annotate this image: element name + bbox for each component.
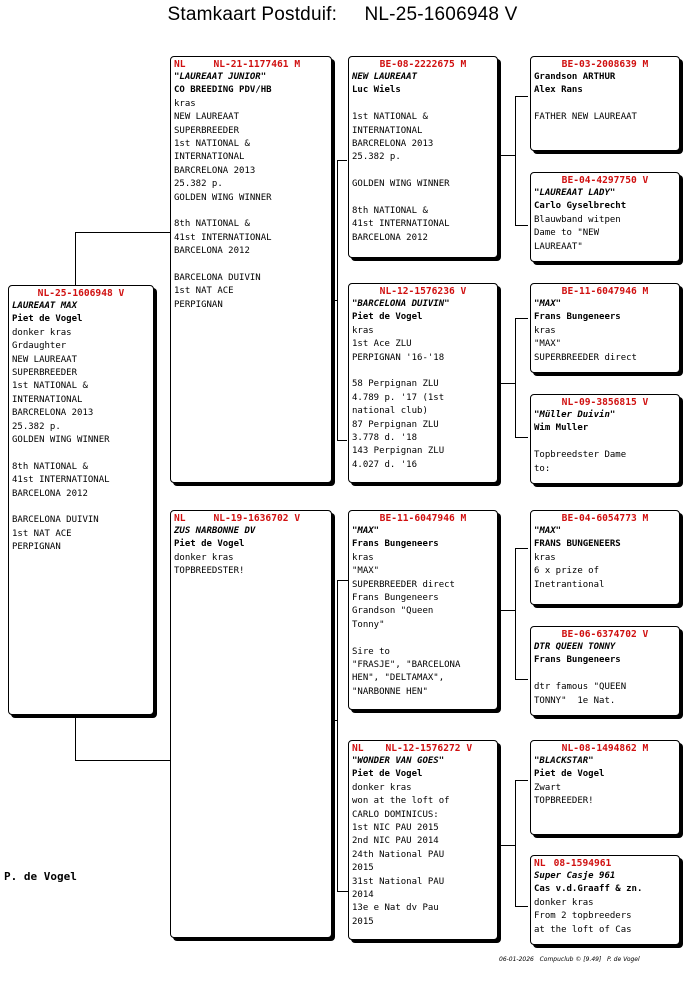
pigeon-owner: Wim Muller	[534, 423, 589, 434]
pigeon-details	[534, 897, 676, 937]
pigeon-owner: FRANS BUNGENEERS	[534, 539, 621, 550]
pigeon-details	[534, 325, 676, 365]
detail-line: "MAX"	[352, 566, 380, 577]
footer-meta: 06-01-2026 Compuclub © [9.49] P. de Vogel	[499, 956, 640, 963]
ring-number: BE-11-6047946 M	[379, 513, 467, 524]
detail-line: HEN", "DELTAMAX",	[352, 673, 445, 684]
detail-line: Zwart	[534, 782, 562, 793]
ring-number: 08-1594961	[553, 858, 612, 869]
connector-sd-parents	[515, 318, 528, 438]
pigeon-owner: Cas v.d.Graaff & zn.	[534, 884, 643, 895]
connector-sire-parents-top	[337, 160, 347, 161]
detail-line: BARCELONA 2012	[174, 246, 250, 257]
detail-line: Sire to	[352, 646, 390, 657]
detail-line: kras	[352, 552, 374, 563]
pigeon-owner: Piet de Vogel	[12, 314, 83, 325]
ring-number: NL-12-1576272 V	[385, 743, 473, 754]
pigeon-owner: Frans Bungeneers	[534, 312, 621, 323]
ring-prefix: NL	[534, 858, 546, 869]
connector-sire-mid	[332, 300, 337, 301]
pigeon-name: DTR QUEEN TONNY	[534, 642, 616, 652]
detail-line: INTERNATIONAL	[352, 125, 423, 136]
pigeon-name: "MAX"	[534, 526, 562, 536]
pigeon-name: "LAUREAAT JUNIOR"	[174, 72, 267, 82]
detail-line: Grdaughter	[12, 341, 67, 352]
detail-line	[352, 192, 494, 205]
connector-dam-parents	[337, 580, 348, 892]
detail-line	[534, 98, 676, 111]
detail-line: SUPERBREEDER direct	[352, 579, 455, 590]
detail-line: Grandson "Queen	[352, 606, 434, 617]
pigeon-card-sire-sire[interactable]	[348, 56, 498, 258]
ring-number: BE-11-6047946 M	[561, 286, 649, 297]
pigeon-owner: Piet de Vogel	[352, 312, 423, 323]
detail-line: 6 x prize of	[534, 566, 600, 577]
detail-line: 4.027 d. '16	[352, 459, 418, 470]
detail-line	[352, 365, 494, 378]
detail-line: Inetrantional	[534, 579, 605, 590]
detail-line: BARCRELONA 2013	[12, 408, 94, 419]
detail-line	[352, 165, 494, 178]
pigeon-card-ddd[interactable]	[530, 855, 680, 945]
pigeon-details	[352, 782, 494, 929]
detail-line: PERPIGNAN	[174, 299, 223, 310]
pigeon-details	[534, 84, 676, 124]
detail-line: Topbreedster Dame	[534, 450, 627, 461]
detail-line: Tonny"	[352, 619, 385, 630]
pigeon-name: "LAUREAAT LADY"	[534, 188, 616, 198]
detail-line: FATHER NEW LAUREAAT	[534, 112, 637, 123]
detail-line: NEW LAUREAAT	[174, 112, 240, 123]
detail-line: 13e e Nat dv Pau	[352, 903, 439, 914]
pigeon-details	[534, 436, 676, 476]
detail-line: 58 Perpignan ZLU	[352, 379, 439, 390]
detail-line: kras	[174, 98, 196, 109]
detail-line: kras	[534, 325, 556, 336]
detail-line: BARCELONA 2012	[352, 232, 428, 243]
detail-line: 1st NAT ACE	[174, 286, 234, 297]
pigeon-owner: Grandson ARTHUR	[534, 72, 616, 82]
detail-line: GOLDEN WING WINNER	[352, 179, 450, 190]
detail-line: 41st INTERNATIONAL	[352, 219, 450, 230]
detail-line: LAUREAAT"	[534, 241, 583, 252]
pigeon-details	[534, 668, 676, 708]
detail-line: 8th NATIONAL &	[12, 461, 88, 472]
detail-line: TOPBREEDER!	[534, 796, 594, 807]
ring-number: NL-25-1606948 V	[37, 288, 125, 299]
connector-dd-mid	[500, 845, 515, 846]
detail-line: to:	[534, 463, 551, 474]
detail-line: kras	[352, 325, 374, 336]
detail-line	[174, 259, 328, 272]
detail-line: 31st National PAU	[352, 876, 445, 887]
detail-line: won at the loft of	[352, 796, 450, 807]
detail-line	[174, 205, 328, 218]
pigeon-card-dsd[interactable]	[530, 626, 680, 716]
pigeon-card-sds[interactable]	[530, 283, 680, 373]
connector-ss-mid	[500, 155, 515, 156]
detail-line: 41st INTERNATIONAL	[174, 232, 272, 243]
detail-line: TOPBREEDSTER!	[174, 566, 245, 577]
detail-line: at the loft of Cas	[534, 924, 632, 935]
detail-line: PERPIGNAN	[12, 542, 61, 553]
pigeon-owner: Piet de Vogel	[534, 769, 605, 780]
page-title: Stamkaart Postduif: NL-25-1606948 V	[167, 4, 518, 25]
ring-number: BE-06-6374702 V	[561, 629, 649, 640]
pigeon-card-dam-sire[interactable]	[348, 510, 498, 710]
detail-line	[534, 436, 676, 449]
detail-line: "NARBONNE HEN"	[352, 686, 428, 697]
detail-line: 41st INTERNATIONAL	[12, 475, 110, 486]
detail-line: 8th NATIONAL &	[352, 206, 428, 217]
detail-line	[12, 447, 150, 460]
pigeon-details	[352, 98, 494, 245]
detail-line: BARCELONA DUIVIN	[12, 515, 99, 526]
ring-number: NL-19-1636702 V	[213, 513, 301, 524]
pigeon-name: "BLACKSTAR"	[534, 756, 594, 766]
pigeon-name: "MAX"	[534, 299, 562, 309]
pigeon-owner: Frans Bungeneers	[352, 539, 439, 550]
detail-line: 1st NATIONAL &	[174, 139, 250, 150]
detail-line: Alex Rans	[534, 85, 583, 96]
detail-line: national club)	[352, 406, 428, 417]
detail-line: 4.789 p. '17 (1st	[352, 392, 445, 403]
ring-number: BE-04-4297750 V	[561, 175, 649, 186]
ring-number: NL-12-1576236 V	[379, 286, 467, 297]
detail-line: 2015	[352, 916, 374, 927]
detail-line: BARCRELONA 2013	[174, 165, 256, 176]
pigeon-name: "MAX"	[352, 526, 380, 536]
detail-line	[352, 98, 494, 111]
pigeon-card-dds[interactable]	[530, 740, 680, 835]
detail-line	[534, 668, 676, 681]
pigeon-owner: Carlo Gyselbrecht	[534, 201, 627, 212]
ring-number: NL-09-3856815 V	[561, 397, 649, 408]
detail-line: SUPERBREEDER direct	[534, 352, 637, 363]
pigeon-details	[12, 327, 150, 555]
connector-sd-mid	[500, 383, 515, 384]
connector-sire-parents-bottom	[337, 440, 347, 441]
detail-line: 1st NIC PAU 2015	[352, 823, 439, 834]
pigeon-details	[534, 782, 676, 809]
detail-line: 1st NATIONAL &	[352, 112, 428, 123]
pigeon-owner: Luc Wiels	[352, 85, 401, 96]
detail-line: 3.778 d. '18	[352, 433, 418, 444]
pigeon-card-sdd[interactable]	[530, 394, 680, 484]
pigeon-details	[534, 214, 676, 254]
detail-line: 25.382 p.	[174, 179, 223, 190]
pigeon-name: NEW LAUREAAT	[352, 72, 418, 82]
detail-line: 1st NAT ACE	[12, 528, 72, 539]
detail-line: dtr famous "QUEEN	[534, 682, 627, 693]
detail-line: "MAX"	[534, 339, 562, 350]
ring-number: NL-08-1494862 M	[561, 743, 649, 754]
ring-number: BE-03-2008639 M	[561, 59, 649, 70]
pigeon-owner: Piet de Vogel	[352, 769, 423, 780]
pigeon-card-sire-dam[interactable]	[348, 283, 498, 483]
pigeon-card-dam[interactable]	[170, 510, 332, 938]
detail-line: INTERNATIONAL	[12, 394, 83, 405]
detail-line: 2014	[352, 890, 374, 901]
breeder-name: P. de Vogel	[4, 870, 77, 883]
pigeon-details	[352, 325, 494, 472]
detail-line: Blauwband witpen	[534, 214, 621, 225]
pigeon-name: Super Casje 961	[534, 871, 616, 881]
pigeon-owner: Frans Bungeneers	[534, 655, 621, 666]
detail-line: SUPERBREEDER	[174, 125, 240, 136]
pigeon-card-dss[interactable]	[530, 510, 680, 605]
connector-sire-parents	[337, 160, 348, 440]
detail-line: 2015	[352, 863, 374, 874]
detail-line: 143 Perpignan ZLU	[352, 446, 445, 457]
pigeon-details	[174, 98, 328, 312]
detail-line: TONNY" 1e Nat.	[534, 695, 616, 706]
detail-line: donker kras	[534, 897, 594, 908]
detail-line: BARCELONA DUIVIN	[174, 273, 261, 284]
detail-line	[352, 632, 494, 645]
connector-dam-mid	[332, 720, 337, 721]
pigeon-details	[174, 552, 328, 579]
detail-line: BARCRELONA 2013	[352, 139, 434, 150]
ring-prefix: NL	[174, 513, 186, 524]
connector-ss-parents	[515, 96, 528, 226]
detail-line: donker kras	[174, 552, 234, 563]
pigeon-card-dam-dam[interactable]	[348, 740, 498, 940]
ring-prefix: NL	[174, 59, 186, 70]
detail-line: INTERNATIONAL	[174, 152, 245, 163]
detail-line: SUPERBREEDER	[12, 368, 78, 379]
detail-line: Dame to "NEW	[534, 228, 600, 239]
connector-ds-parents	[515, 548, 528, 680]
detail-line: 1st Ace ZLU	[352, 339, 412, 350]
detail-line: 2nd NIC PAU 2014	[352, 836, 439, 847]
pigeon-card-sire[interactable]	[170, 56, 332, 483]
ring-number: NL-21-1177461 M	[213, 59, 301, 70]
detail-line: 1st NATIONAL &	[12, 381, 88, 392]
ring-prefix: NL	[352, 743, 364, 754]
detail-line: BARCELONA 2012	[12, 488, 88, 499]
detail-line: CARLO DOMINICUS:	[352, 809, 439, 820]
detail-line: Frans Bungeneers	[352, 593, 439, 604]
pigeon-details	[534, 552, 676, 592]
connector-ds-mid	[500, 610, 515, 611]
pigeon-name: ZUS NARBONNE DV	[174, 526, 256, 536]
pigeon-name: "Müller Duivin"	[534, 410, 616, 420]
detail-line: NEW LAUREAAT	[12, 354, 78, 365]
detail-line: PERPIGNAN '16-'18	[352, 352, 445, 363]
detail-line: donker kras	[12, 327, 72, 338]
pigeon-name: LAUREAAT MAX	[12, 301, 78, 311]
detail-line: 25.382 p.	[352, 152, 401, 163]
detail-line: donker kras	[352, 782, 412, 793]
detail-line: kras	[534, 552, 556, 563]
detail-line: GOLDEN WING WINNER	[174, 192, 272, 203]
ring-number: BE-08-2222675 M	[379, 59, 467, 70]
pigeon-card-sss[interactable]	[530, 56, 680, 151]
pigeon-card-subject[interactable]	[8, 285, 154, 715]
ring-number: BE-04-6054773 M	[561, 513, 649, 524]
pigeon-card-ssd[interactable]	[530, 172, 680, 262]
pigeon-owner: Piet de Vogel	[174, 539, 245, 550]
detail-line: 87 Perpignan ZLU	[352, 419, 439, 430]
pigeon-owner: CO BREEDING PDV/HB	[174, 85, 272, 96]
detail-line: 24th National PAU	[352, 849, 445, 860]
detail-line: 8th NATIONAL &	[174, 219, 250, 230]
pigeon-details	[352, 552, 494, 699]
connector-dd-parents	[515, 780, 528, 907]
pigeon-name: "BARCELONA DUIVIN"	[352, 299, 450, 309]
detail-line: From 2 topbreeders	[534, 911, 632, 922]
detail-line: "FRASJE", "BARCELONA	[352, 660, 461, 671]
detail-line: GOLDEN WING WINNER	[12, 435, 110, 446]
detail-line	[12, 501, 150, 514]
pigeon-name: "WONDER VAN GOES"	[352, 756, 445, 766]
detail-line: 25.382 p.	[12, 421, 61, 432]
